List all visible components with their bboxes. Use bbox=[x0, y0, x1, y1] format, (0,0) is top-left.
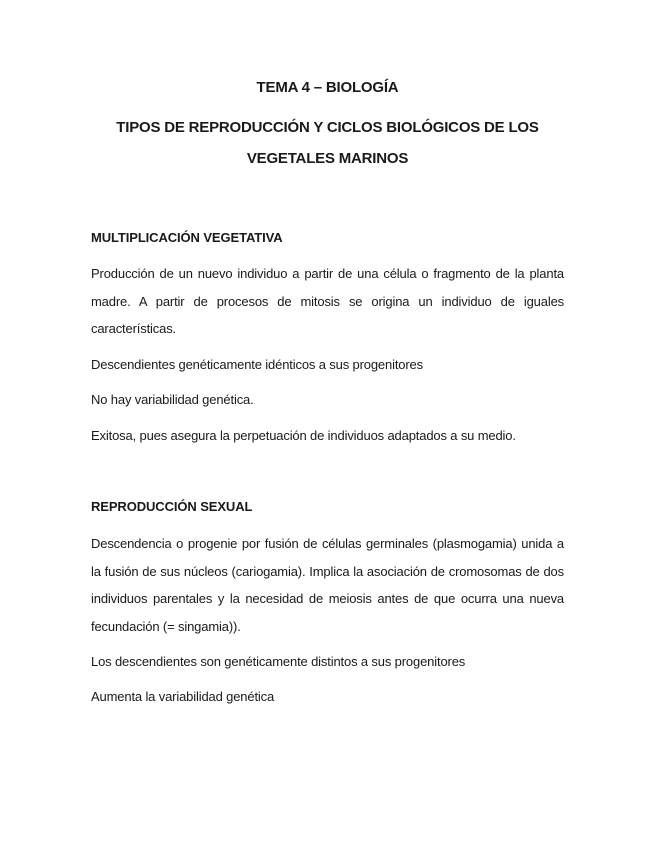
section-paragraph-vegetative bbox=[91, 260, 564, 343]
section-heading-vegetative: MULTIPLICACIÓN VEGETATIVA bbox=[91, 230, 283, 245]
paragraph-text: Descendencia o progenie por fusión de células germinales (plasmogamia) unida a la fusión de sus núcleos (cariogamia). Implica la asociación de cromosomas de dos individuos parentales y la necesidad de meiosis antes de que ocurra una nueva fecundación (= singamia)). bbox=[91, 536, 564, 634]
topic-title: TEMA 4 – BIOLOGÍA bbox=[256, 79, 399, 96]
document-title-line-2: VEGETALES MARINOS bbox=[246, 150, 409, 167]
bullet-point: Exitosa, pues asegura la perpetuación de individuos adaptados a su medio. bbox=[91, 428, 516, 443]
paragraph-text: Producción de un nuevo individuo a partir de una célula o fragmento de la planta madre. A partir de procesos de mitosis se origina un individuo de iguales características. bbox=[91, 266, 564, 336]
bullet-point: Los descendientes son genéticamente distintos a sus progenitores bbox=[91, 654, 466, 669]
bullet-point: Aumenta la variabilidad genética bbox=[91, 689, 275, 704]
section-paragraph-sexual bbox=[91, 530, 564, 640]
section-heading-sexual: REPRODUCCIÓN SEXUAL bbox=[91, 499, 253, 514]
bullet-point: Descendientes genéticamente idénticos a sus progenitores bbox=[91, 357, 423, 372]
document-title-line-1: TIPOS DE REPRODUCCIÓN Y CICLOS BIOLÓGICOS DE LOS bbox=[116, 119, 539, 136]
bullet-point: No hay variabilidad genética. bbox=[91, 392, 254, 407]
